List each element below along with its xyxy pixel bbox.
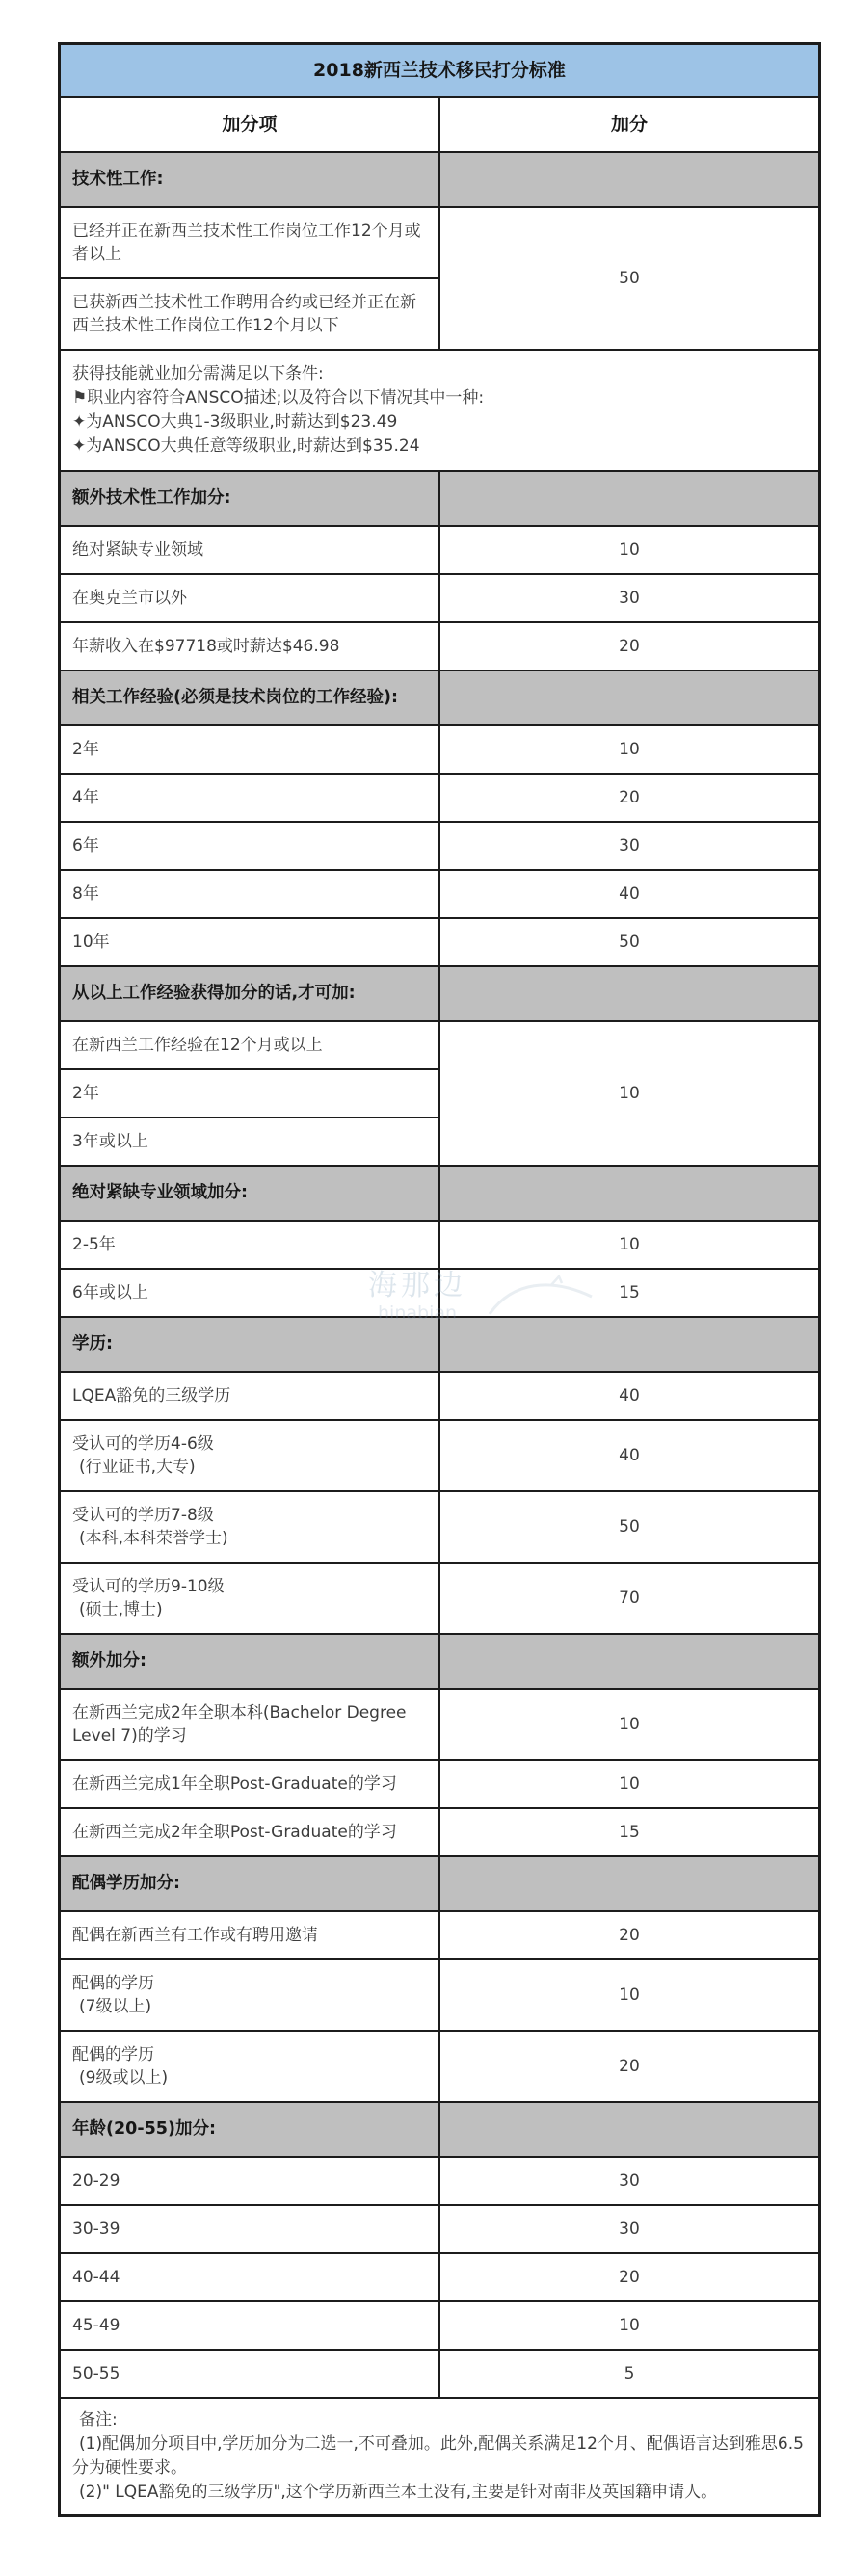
item-label-cell: 6年 [60, 822, 440, 870]
table-row [60, 918, 820, 966]
section-empty-cell [439, 966, 820, 1021]
points-value-cell: 5 [439, 2350, 820, 2398]
table-row [60, 1808, 820, 1856]
points-value-cell: 10 [439, 1959, 820, 2031]
table-row [60, 1372, 820, 1420]
item-sublabel: (行业证书,大专) [79, 1458, 196, 1477]
item-label-cell: 4年 [60, 774, 440, 822]
table-row [60, 774, 820, 822]
text-line: ✦为ANSCO大典1-3级职业,时薪达到$23.49 [72, 412, 398, 432]
notes-cell [60, 2398, 820, 2516]
table-row [60, 1911, 820, 1959]
watermark-text: 海那边 [368, 1269, 466, 1302]
points-table [58, 42, 821, 2517]
points-value-cell: 10 [439, 1760, 820, 1808]
table-row [60, 2031, 820, 2102]
section-empty-cell [439, 152, 820, 207]
item-label-cell: 2-5年 [60, 1221, 440, 1269]
section-empty-cell [439, 670, 820, 725]
section-row [60, 1856, 820, 1911]
paragraph-cell [60, 350, 820, 471]
watermark-subtext: hinabian [378, 1302, 458, 1324]
item-label-cell: 40-44 [60, 2253, 440, 2301]
item-label-cell: 在新西兰完成2年全职本科(Bachelor Degree Level 7)的学习 [60, 1689, 440, 1760]
note-line: (2)" LQEA豁免的三级学历",这个学历新西兰本土没有,主要是针对南非及英国籍申请人。 [79, 2483, 718, 2502]
column-header-items: 加分项 [60, 97, 440, 152]
note-line: 备注: [79, 2410, 118, 2430]
item-label-cell: LQEA豁免的三级学历 [60, 1372, 440, 1420]
table-row [60, 1760, 820, 1808]
section-empty-cell [439, 1166, 820, 1221]
item-label-cell: 受认可的学历4-6级 (行业证书,大专) [60, 1420, 440, 1491]
item-label-cell: 2年 [60, 725, 440, 774]
table-row [60, 1959, 820, 2031]
item-label-cell: 配偶的学历 (9级或以上) [60, 2031, 440, 2102]
points-value-cell: 10 [439, 725, 820, 774]
item-label-cell: 配偶在新西兰有工作或有聘用邀请 [60, 1911, 440, 1959]
section-label-cell: 学历: [60, 1317, 440, 1372]
section-empty-cell [439, 1856, 820, 1911]
section-label-cell: 配偶学历加分: [60, 1856, 440, 1911]
points-value-cell: 10 [439, 1689, 820, 1760]
points-value-cell: 10 [439, 2301, 820, 2350]
points-value-cell: 30 [439, 574, 820, 622]
note-line: (1)配偶加分项目中,学历加分为二选一,不可叠加。此外,配偶关系满足12个月、配偶语言达到雅思6.5分为硬性要求。 [72, 2434, 804, 2478]
table-row [60, 526, 820, 574]
section-row [60, 471, 820, 526]
section-label-cell: 额外加分: [60, 1634, 440, 1689]
table-row [60, 1491, 820, 1563]
table-row [60, 725, 820, 774]
item-sublabel: (9级或以上) [79, 2068, 169, 2088]
item-label-cell: 10年 [60, 918, 440, 966]
item-label-cell: 绝对紧缺专业领域 [60, 526, 440, 574]
table-title: 2018新西兰技术移民打分标准 [60, 44, 820, 98]
points-value-cell: 20 [439, 2031, 820, 2102]
item-sublabel: (7级以上) [79, 1997, 152, 2016]
section-label-cell: 额外技术性工作加分: [60, 471, 440, 526]
points-value-cell: 20 [439, 622, 820, 670]
item-label-cell: 受认可的学历7-8级 (本科,本科荣誉学士) [60, 1491, 440, 1563]
table-row [60, 2205, 820, 2253]
item-label-cell: 30-39 [60, 2205, 440, 2253]
item-label-cell: 配偶的学历 (7级以上) [60, 1959, 440, 2031]
notes-row [60, 2398, 820, 2516]
item-label-cell: 已获新西兰技术性工作聘用合约或已经并正在新西兰技术性工作岗位工作12个月以下 [60, 278, 440, 350]
section-row [60, 1166, 820, 1221]
table-row [60, 1420, 820, 1491]
table-row [60, 622, 820, 670]
section-label-cell: 相关工作经验(必须是技术岗位的工作经验): [60, 670, 440, 725]
column-header-row [60, 97, 820, 152]
points-value-cell: 30 [439, 822, 820, 870]
text-line: ✦为ANSCO大典任意等级职业,时薪达到$35.24 [72, 436, 420, 456]
points-value-cell: 20 [439, 774, 820, 822]
section-label-cell: 年龄(20-55)加分: [60, 2102, 440, 2157]
item-sublabel: (本科,本科荣誉学士) [79, 1529, 228, 1548]
points-value-cell: 50 [439, 1491, 820, 1563]
section-row [60, 152, 820, 207]
column-header-points: 加分 [439, 97, 820, 152]
table-row [60, 1021, 820, 1069]
item-label-cell: 2年 [60, 1069, 440, 1117]
table-row [60, 1221, 820, 1269]
item-sublabel: (硕士,博士) [79, 1600, 163, 1619]
table-row [60, 1563, 820, 1634]
points-value-cell: 20 [439, 1911, 820, 1959]
item-label-cell: 3年或以上 [60, 1117, 440, 1166]
points-value-cell: 40 [439, 1372, 820, 1420]
section-row [60, 2102, 820, 2157]
item-label-cell: 50-55 [60, 2350, 440, 2398]
item-label-cell: 在新西兰完成1年全职Post-Graduate的学习 [60, 1760, 440, 1808]
item-label-cell: 45-49 [60, 2301, 440, 2350]
section-label-cell: 从以上工作经验获得加分的话,才可加: [60, 966, 440, 1021]
points-value-cell: 50 [439, 207, 820, 350]
section-empty-cell [439, 2102, 820, 2157]
section-row [60, 1317, 820, 1372]
merged-paragraph-row [60, 350, 820, 471]
section-label-cell: 技术性工作: [60, 152, 440, 207]
table-row [60, 2253, 820, 2301]
item-label-cell: 8年 [60, 870, 440, 918]
item-label-cell: 在新西兰完成2年全职Post-Graduate的学习 [60, 1808, 440, 1856]
points-value-cell: 30 [439, 2205, 820, 2253]
item-label-cell: 20-29 [60, 2157, 440, 2205]
table-row [60, 207, 820, 278]
points-value-cell: 10 [439, 526, 820, 574]
item-label-cell: 在新西兰工作经验在12个月或以上 [60, 1021, 440, 1069]
table-row [60, 2157, 820, 2205]
section-row [60, 670, 820, 725]
table-row [60, 2301, 820, 2350]
item-label-cell: 在奥克兰市以外 [60, 574, 440, 622]
points-value-cell: 30 [439, 2157, 820, 2205]
item-label-cell: 受认可的学历9-10级 (硕士,博士) [60, 1563, 440, 1634]
text-line: ⚑职业内容符合ANSCO描述;以及符合以下情况其中一种: [72, 388, 485, 407]
table-row [60, 574, 820, 622]
text-line: 获得技能就业加分需满足以下条件: [72, 364, 324, 383]
points-value-cell: 15 [439, 1808, 820, 1856]
points-value-cell: 10 [439, 1021, 820, 1166]
points-value-cell: 20 [439, 2253, 820, 2301]
table-row [60, 2350, 820, 2398]
points-value-cell: 50 [439, 918, 820, 966]
section-empty-cell [439, 1634, 820, 1689]
points-value-cell: 40 [439, 1420, 820, 1491]
table-row [60, 1689, 820, 1760]
item-label-cell: 年薪收入在$97718或时薪达$46.98 [60, 622, 440, 670]
points-value-cell: 40 [439, 870, 820, 918]
item-label-cell: 6年或以上 [60, 1269, 440, 1317]
section-label-cell: 绝对紧缺专业领域加分: [60, 1166, 440, 1221]
section-row [60, 1634, 820, 1689]
section-row [60, 966, 820, 1021]
section-empty-cell [439, 1317, 820, 1372]
section-empty-cell [439, 471, 820, 526]
points-value-cell: 15 [439, 1269, 820, 1317]
points-value-cell: 70 [439, 1563, 820, 1634]
item-label-cell: 已经并正在新西兰技术性工作岗位工作12个月或者以上 [60, 207, 440, 278]
table-row [60, 870, 820, 918]
table-title-row [60, 44, 820, 98]
table-row [60, 1269, 820, 1317]
table-row [60, 822, 820, 870]
points-value-cell: 10 [439, 1221, 820, 1269]
